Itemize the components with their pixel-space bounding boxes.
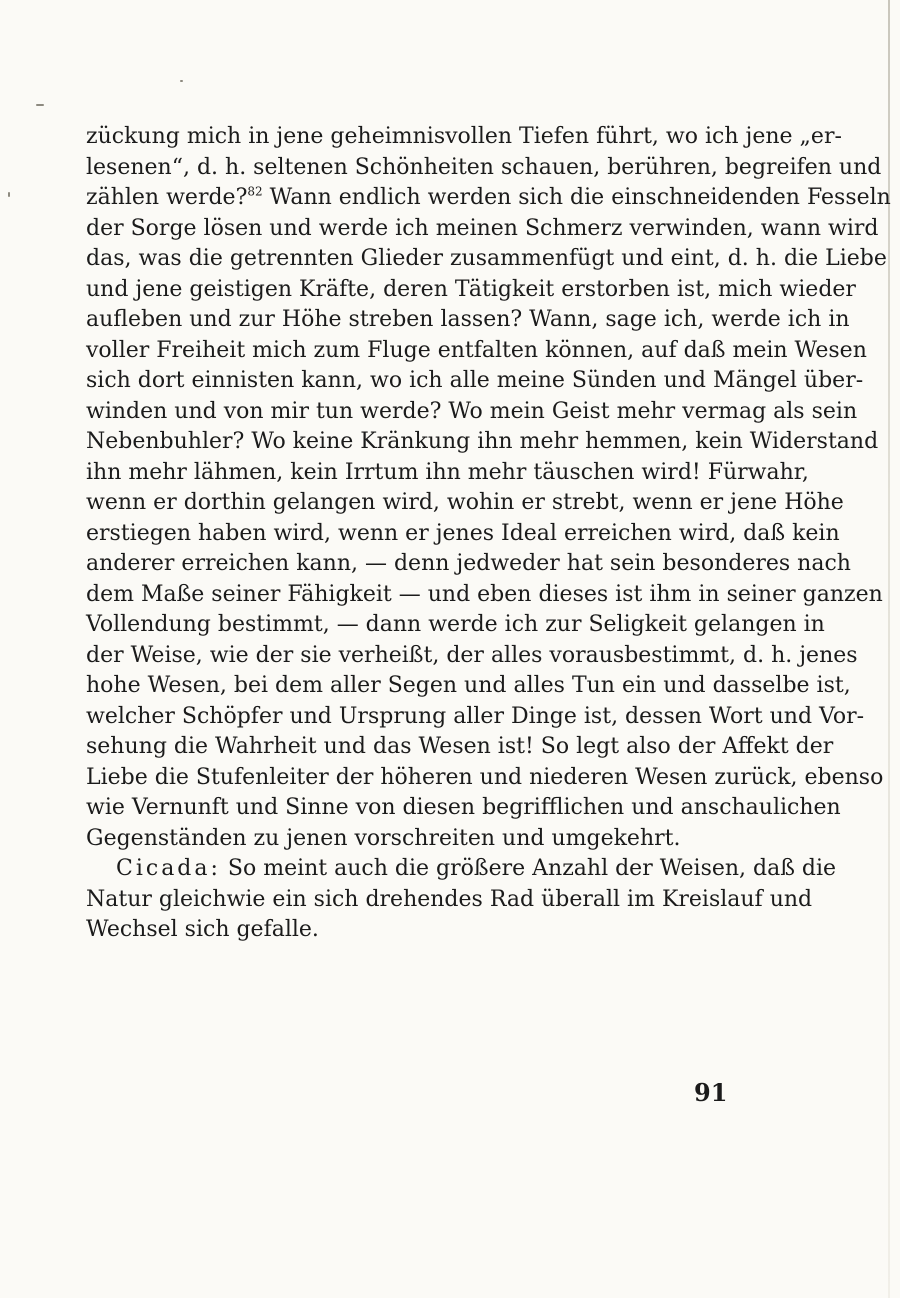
text-line: Nebenbuhler? Wo keine Kränkung ihn mehr hemmen, kein Widerstand <box>86 429 879 454</box>
text-line: winden und von mir tun werde? Wo mein Geist mehr vermag als sein <box>86 398 858 424</box>
text-line: zückung mich in jene geheimnisvollen Tiefen führt, wo ich jene „er- <box>86 124 842 149</box>
text-line: der Sorge lösen und werde ich meinen Schmerz verwinden, wann wird <box>86 215 879 241</box>
text-line: aufleben und zur Höhe streben lassen? Wann, sage ich, werde ich in <box>86 307 850 332</box>
text-line: sich dort einnisten kann, wo ich alle meine Sünden und Mängel über- <box>86 368 864 393</box>
text-line: dem Maße seiner Fähigkeit — und eben dieses ist ihm in seiner ganzen <box>86 581 883 607</box>
text-line: sehung die Wahrheit und das Wesen ist! So legt also der Affekt der <box>86 734 834 759</box>
text-line: ihn mehr lähmen, kein Irrtum ihn mehr täuschen wird! Fürwahr, <box>86 459 809 485</box>
text-line: hohe Wesen, bei dem aller Segen und alles Tun ein und dasselbe ist, <box>86 673 851 698</box>
footnote-reference: 82 <box>247 184 263 199</box>
text-line: erstiegen haben wird, wenn er jenes Ideal erreichen wird, daß kein <box>86 520 840 546</box>
text-line: Vollendung bestimmt, — dann werde ich zur Seligkeit gelangen in <box>86 612 825 637</box>
text-line: voller Freiheit mich zum Fluge entfalten können, auf daß mein Wesen <box>86 337 867 363</box>
page-number: 91 <box>694 1078 728 1107</box>
text-line: Natur gleichwie ein sich drehendes Rad überall im Kreislauf und <box>86 886 813 912</box>
text-line: der Weise, wie der sie verheißt, der alles vorausbestimmt, d. h. jenes <box>86 642 858 668</box>
text-fragment: zählen werde? <box>86 185 248 210</box>
text-line <box>86 183 891 214</box>
text-line: Liebe die Stufenleiter der höheren und niederen Wesen zurück, ebenso <box>86 764 884 790</box>
text-fragment: Wann endlich werden sich die einschneidenden Fesseln <box>269 185 891 210</box>
text-line: Wechsel sich gefalle. <box>86 917 319 942</box>
body-text <box>86 122 891 946</box>
print-speck <box>8 192 10 197</box>
text-line: das, was die getrennten Glieder zusammenfügt und eint, d. h. die Liebe <box>86 246 887 271</box>
speaker-name: Cicada: <box>116 856 221 881</box>
text-line: wenn er dorthin gelangen wird, wohin er strebt, wenn er jene Höhe <box>86 490 844 515</box>
text-line: und jene geistigen Kräfte, deren Tätigkeit erstorben ist, mich wieder <box>86 276 856 302</box>
text-line <box>86 854 837 885</box>
print-speck <box>180 80 183 82</box>
print-speck <box>36 104 44 106</box>
text-line: lesenen“, d. h. seltenen Schönheiten schauen, berühren, begreifen und <box>86 154 882 180</box>
text-line: wie Vernunft und Sinne von diesen begrifflichen und anschaulichen <box>86 795 841 820</box>
text-line: anderer erreichen kann, — denn jedweder hat sein besonderes nach <box>86 551 851 576</box>
text-line: Gegenständen zu jenen vorschreiten und umgekehrt. <box>86 825 681 851</box>
text-line: welcher Schöpfer und Ursprung aller Dinge ist, dessen Wort und Vor- <box>86 703 865 729</box>
text-fragment: So meint auch die größere Anzahl der Weisen, daß die <box>220 856 837 881</box>
